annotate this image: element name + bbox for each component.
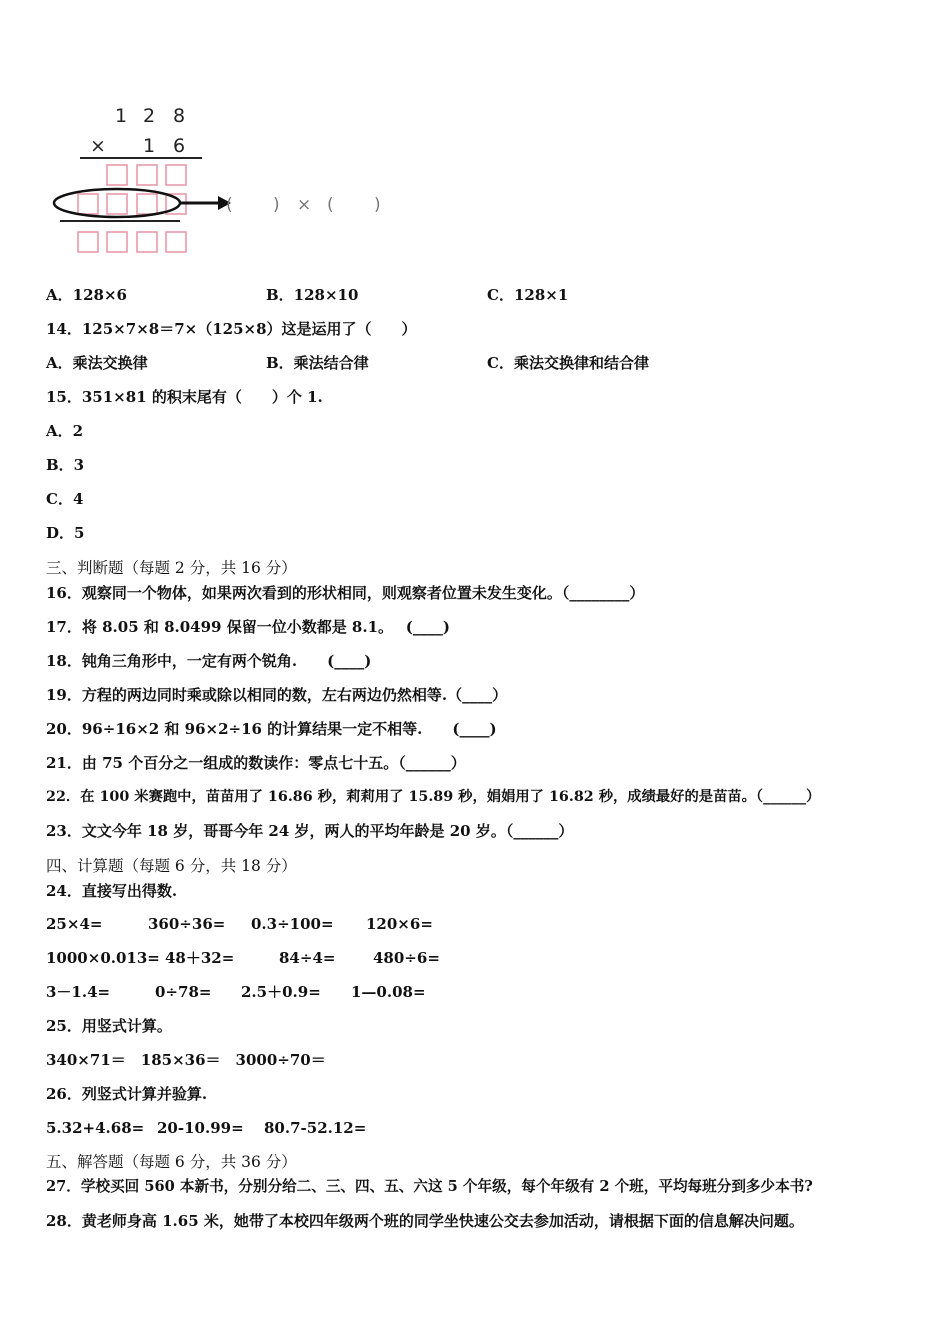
option-b[interactable]: B．乘法结合律 bbox=[266, 354, 369, 372]
option-a[interactable]: A．乘法交换律 bbox=[46, 354, 148, 372]
calc-item: 80.7-52.12= bbox=[264, 1119, 367, 1137]
option-d[interactable]: D．5 bbox=[46, 524, 85, 542]
question-15: 15．351×81 的积末尾有（ ）个 1. bbox=[46, 388, 323, 406]
option-c[interactable]: C．128×1 bbox=[487, 286, 569, 304]
partial-product-boxes-row1 bbox=[107, 165, 186, 185]
question-24: 24．直接写出得数. bbox=[46, 882, 178, 900]
digit: 1 bbox=[115, 105, 128, 127]
option-b[interactable]: B．128×10 bbox=[266, 286, 359, 304]
question-18: 18．钝角三角形中，一定有两个锐角. (____) bbox=[46, 652, 372, 670]
calc-item: 2.5＋0.9= bbox=[241, 983, 321, 1001]
calc-item: 480÷6= bbox=[373, 949, 440, 967]
option-c[interactable]: C．4 bbox=[46, 490, 84, 508]
paren: ( bbox=[327, 195, 334, 215]
section-header-calculation: 四、计算题（每题 6 分，共 18 分） bbox=[46, 857, 297, 875]
option-c[interactable]: C．乘法交换律和结合律 bbox=[487, 354, 649, 372]
times-sign: × bbox=[297, 195, 312, 215]
calc-item: 1000×0.013= bbox=[46, 949, 160, 967]
option-a[interactable]: A．2 bbox=[46, 422, 84, 440]
highlight-ellipse bbox=[54, 189, 180, 217]
question-25-items: 340×71＝ 185×36＝ 3000÷70＝ bbox=[46, 1051, 326, 1069]
calc-item: 25×4= bbox=[46, 915, 103, 933]
calc-item: 0.3÷100= bbox=[251, 915, 334, 933]
calc-item: 5.32+4.68= bbox=[46, 1119, 145, 1137]
question-25: 25．用竖式计算。 bbox=[46, 1017, 172, 1035]
question-26: 26．列竖式计算并验算. bbox=[46, 1085, 208, 1103]
calc-item: 120×6= bbox=[366, 915, 433, 933]
calc-item: 0÷78= bbox=[155, 983, 212, 1001]
partial-product-boxes-row3 bbox=[78, 232, 186, 252]
option-a[interactable]: A．128×6 bbox=[46, 286, 127, 304]
digit: 8 bbox=[173, 105, 186, 127]
question-22: 22．在 100 米赛跑中，苗苗用了 16.86 秒，莉莉用了 15.89 秒，娟娟用了 16.82 秒，成绩最好的是苗苗。（______） bbox=[46, 789, 821, 805]
question-20: 20．96÷16×2 和 96×2÷16 的计算结果一定不相等. (____) bbox=[46, 720, 497, 738]
digit: 6 bbox=[173, 135, 186, 157]
calc-item: 1—0.08= bbox=[351, 983, 426, 1001]
paren: ) bbox=[374, 195, 381, 215]
question-21: 21．由 75 个百分之一组成的数读作：零点七十五。（______） bbox=[46, 754, 466, 772]
section-header-word-problems: 五、解答题（每题 6 分，共 36 分） bbox=[46, 1153, 297, 1171]
paren: ( bbox=[226, 195, 233, 215]
question-23: 23．文文今年 18 岁，哥哥今年 24 岁，两人的平均年龄是 20 岁。（______） bbox=[46, 822, 574, 840]
question-19: 19．方程的两边同时乘或除以相同的数，左右两边仍然相等.（____） bbox=[46, 686, 508, 704]
question-14: 14．125×7×8＝7×（125×8）这是运用了（ ） bbox=[46, 320, 417, 338]
option-b[interactable]: B．3 bbox=[46, 456, 85, 474]
digit: 1 bbox=[143, 135, 156, 157]
times-sign: × bbox=[90, 135, 106, 157]
question-28: 28．黄老师身高 1.65 米，她带了本校四年级两个班的同学坐快速公交去参加活动，请根据下面的信息解决问题。 bbox=[46, 1212, 804, 1230]
calc-item: 84÷4= bbox=[279, 949, 336, 967]
calc-item: 48＋32= bbox=[165, 949, 235, 967]
vertical-multiplication-diagram bbox=[40, 95, 400, 260]
calc-item: 360÷36= bbox=[148, 915, 226, 933]
question-17: 17．将 8.05 和 8.0499 保留一位小数都是 8.1。 (____) bbox=[46, 618, 450, 636]
section-header-judgement: 三、判断题（每题 2 分，共 16 分） bbox=[46, 559, 297, 577]
calc-item: 3－1.4= bbox=[46, 983, 111, 1001]
calc-item: 20-10.99= bbox=[157, 1119, 244, 1137]
digit: 2 bbox=[143, 105, 156, 127]
question-27: 27．学校买回 560 本新书，分别分给二、三、四、五、六这 5 个年级，每个年级有 2 个班，平均每班分到多少本书? bbox=[46, 1178, 813, 1195]
question-16: 16．观察同一个物体，如果两次看到的形状相同，则观察者位置未发生变化。（________） bbox=[46, 584, 645, 602]
paren: ) bbox=[273, 195, 280, 215]
